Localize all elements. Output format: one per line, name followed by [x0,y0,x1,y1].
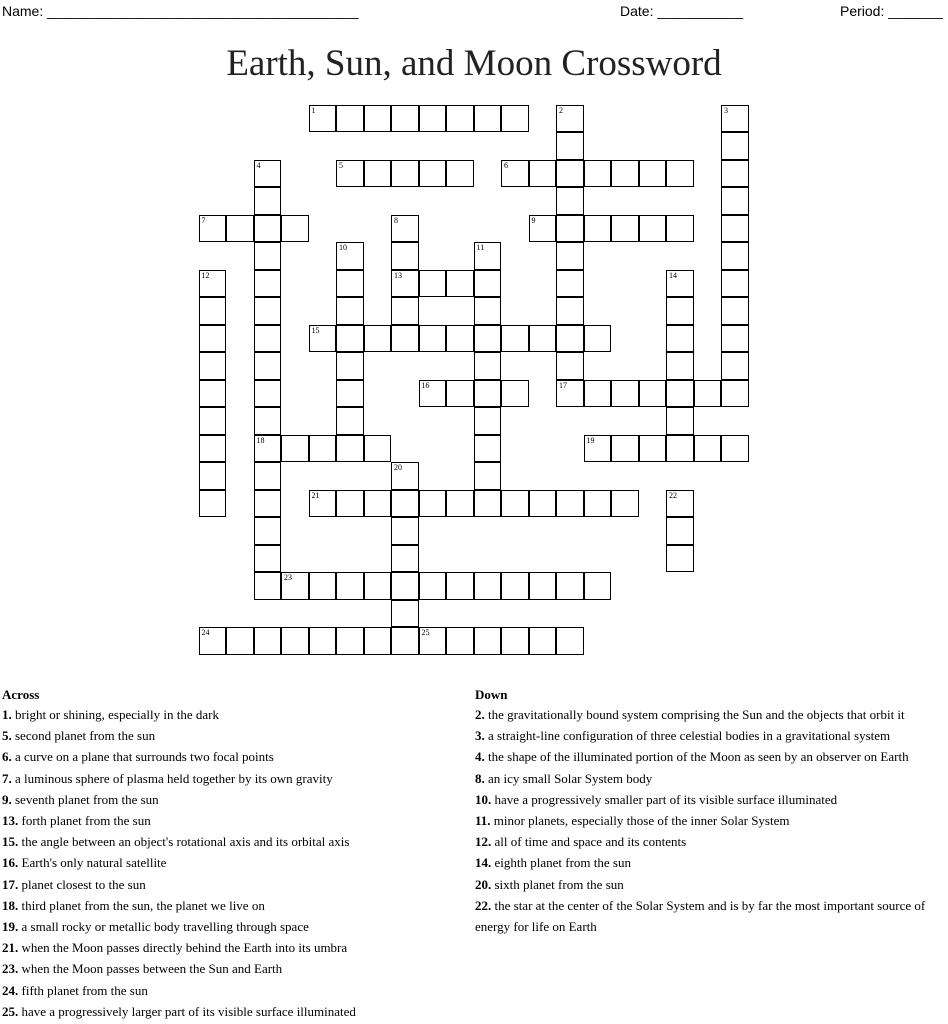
clue-number-label: 1 [311,105,316,115]
grid-cell[interactable] [446,270,474,298]
period-field[interactable]: Period: _______ [840,3,943,19]
grid-cell[interactable] [639,215,667,243]
grid-cell[interactable] [199,297,227,325]
grid-cell[interactable] [611,380,639,408]
grid-cell[interactable] [336,297,364,325]
grid-cell[interactable] [721,132,749,160]
clue-number-label: 11 [476,243,485,252]
down-clue-14: 14. eighth planet from the sun [475,855,631,871]
grid-cell[interactable] [666,325,694,353]
grid-cell[interactable] [474,297,502,325]
grid-cell[interactable] [474,627,502,655]
grid-cell[interactable] [556,325,584,353]
grid-cell[interactable] [336,435,364,463]
grid-cell[interactable] [199,270,227,298]
grid-cell[interactable] [446,105,474,133]
down-heading: Down [475,687,508,702]
grid-cell[interactable] [254,407,282,435]
grid-cell[interactable] [391,627,419,655]
grid-cell[interactable] [556,627,584,655]
grid-cell[interactable] [446,572,474,600]
down-clue-2: 2. the gravitationally bound system comprising the Sun and the objects that orbit it [475,707,905,722]
grid-cell[interactable] [721,380,749,408]
grid-cell[interactable] [666,160,694,188]
grid-cell[interactable] [474,490,502,518]
grid-cell[interactable] [584,490,612,518]
grid-cell[interactable] [501,325,529,353]
grid-cell[interactable] [199,490,227,518]
across-clue-7: 7. a luminous sphere of plasma held together by its own gravity [2,770,333,786]
grid-cell[interactable] [364,325,392,353]
clue-number-label: 25 [421,628,430,637]
grid-cell[interactable] [501,105,529,133]
down-clue-10: 10. have a progressively smaller part of its visible surface illuminated [475,791,838,807]
grid-cell[interactable] [666,297,694,325]
clue-number-label: 4 [256,160,261,170]
grid-cell[interactable] [364,160,392,188]
grid-cell[interactable] [474,407,502,435]
clue-number-label: 19 [586,435,595,445]
grid-cell[interactable] [364,105,392,133]
grid-cell[interactable] [336,627,364,655]
grid-cell[interactable] [666,380,694,408]
across-clue-15: 15. the angle between an object's rotational axis and its orbital axis [2,834,350,850]
grid-cell[interactable] [666,352,694,380]
grid-cell[interactable] [446,490,474,518]
grid-cell[interactable] [611,435,639,463]
grid-cell[interactable] [254,352,282,380]
down-clue-11: 11. minor planets, especially those of the inner Solar System [475,813,790,829]
grid-cell[interactable] [391,105,419,133]
clue-number-label: 9 [531,215,536,225]
grid-cell[interactable] [364,490,392,518]
grid-cell[interactable] [584,215,612,243]
grid-cell[interactable] [391,462,419,490]
grid-cell[interactable] [474,105,502,133]
grid-cell[interactable] [721,105,749,133]
clue-number-label: 24 [201,628,210,637]
grid-cell[interactable] [391,490,419,518]
grid-cell[interactable] [639,160,667,188]
grid-cell[interactable] [254,187,282,215]
grid-cell[interactable] [419,160,447,188]
across-clue-21: 21. when the Moon passes directly behind the Earth into its umbra [2,940,348,956]
grid-cell[interactable] [474,572,502,600]
grid-cell[interactable] [666,517,694,545]
grid-cell[interactable] [721,270,749,298]
grid-cell[interactable] [529,215,557,243]
down-clue-4: 4. the shape of the illuminated portion of the Moon as seen by an observer on Earth [475,749,909,765]
grid-cell[interactable] [474,352,502,380]
grid-cell[interactable] [721,215,749,243]
grid-cell[interactable] [199,352,227,380]
grid-cell[interactable] [611,160,639,188]
across-clue-19: 19. a small rocky or metallic body travelling through space [2,919,309,935]
grid-cell[interactable] [721,435,749,463]
grid-cell[interactable] [639,380,667,408]
grid-cell[interactable] [199,435,227,463]
grid-cell[interactable] [254,435,282,463]
grid-cell[interactable] [254,517,282,545]
grid-cell[interactable] [309,627,337,655]
grid-cell[interactable] [254,462,282,490]
grid-cell[interactable] [694,380,722,408]
clue-number-label: 3 [724,105,728,115]
grid-cell[interactable] [336,490,364,518]
grid-cell[interactable] [336,270,364,298]
clue-number-label: 17 [559,380,567,390]
grid-cell[interactable] [446,160,474,188]
grid-cell[interactable] [556,572,584,600]
across-clue-9: 9. seventh planet from the sun [2,791,159,807]
grid-cell[interactable] [556,297,584,325]
grid-cell[interactable] [281,215,309,243]
grid-cell[interactable] [501,490,529,518]
grid-cell[interactable] [501,160,529,188]
grid-cell[interactable] [474,435,502,463]
grid-cell[interactable] [199,627,227,655]
grid-cell[interactable] [446,325,474,353]
grid-cell[interactable] [556,490,584,518]
name-field[interactable]: Name: ________________________________________ [2,3,359,19]
grid-cell[interactable] [336,380,364,408]
grid-cell[interactable] [474,325,502,353]
grid-cell[interactable] [556,187,584,215]
grid-cell[interactable] [254,297,282,325]
grid-cell[interactable] [254,380,282,408]
clue-number-label: 5 [339,160,343,170]
grid-cell[interactable] [666,215,694,243]
grid-cell[interactable] [336,160,364,188]
grid-cell[interactable] [556,380,584,408]
across-clue-18: 18. third planet from the sun, the planet we live on [2,897,265,913]
grid-cell[interactable] [364,435,392,463]
grid-cell[interactable] [336,407,364,435]
grid-cell[interactable] [281,627,309,655]
grid-cell[interactable] [666,407,694,435]
grid-cell[interactable] [556,352,584,380]
grid-cell[interactable] [611,490,639,518]
across-clue-16: 16. Earth's only natural satellite [2,855,167,871]
grid-cell[interactable] [721,297,749,325]
grid-cell[interactable] [584,160,612,188]
clue-number-label: 7 [201,215,206,225]
grid-cell[interactable] [419,325,447,353]
grid-cell[interactable] [254,160,282,188]
clue-number-label: 20 [394,463,402,472]
grid-cell[interactable] [721,187,749,215]
grid-cell[interactable] [309,490,337,518]
grid-cell[interactable] [254,545,282,573]
grid-cell[interactable] [584,435,612,463]
grid-cell[interactable] [556,215,584,243]
grid-cell[interactable] [391,325,419,353]
grid-cell[interactable] [254,270,282,298]
down-clues [475,686,945,937]
grid-cell[interactable] [391,160,419,188]
grid-cell[interactable] [501,380,529,408]
grid-cell[interactable] [446,380,474,408]
grid-cell[interactable] [419,270,447,298]
grid-cell[interactable] [419,105,447,133]
grid-cell[interactable] [556,270,584,298]
grid-cell[interactable] [281,572,309,600]
down-clue-12: 12. all of time and space and its contents [475,834,687,850]
grid-cell[interactable] [529,325,557,353]
grid-cell[interactable] [391,270,419,298]
grid-cell[interactable] [474,380,502,408]
grid-cell[interactable] [281,435,309,463]
across-heading: Across [2,687,40,702]
grid-cell[interactable] [336,325,364,353]
grid-cell[interactable] [254,572,282,600]
grid-cell[interactable] [721,352,749,380]
grid-cell[interactable] [226,215,254,243]
grid-cell[interactable] [336,242,364,270]
grid-cell[interactable] [721,242,749,270]
grid-cell[interactable] [474,242,502,270]
clue-number-label: 16 [421,380,430,390]
grid-cell[interactable] [529,160,557,188]
grid-cell[interactable] [254,325,282,353]
grid-cell[interactable] [584,380,612,408]
grid-cell[interactable] [364,627,392,655]
grid-cell[interactable] [556,132,584,160]
grid-cell[interactable] [309,572,337,600]
across-clue-23: 23. when the Moon passes between the Sun and Earth [2,961,283,977]
across-clue-13: 13. forth planet from the sun [2,813,151,829]
clue-number-label: 10 [339,243,347,252]
grid-cell[interactable] [391,517,419,545]
grid-cell[interactable] [391,297,419,325]
clue-number-label: 18 [256,435,265,445]
grid-cell[interactable] [254,215,282,243]
grid-cell[interactable] [199,215,227,243]
grid-cell[interactable] [639,435,667,463]
grid-cell[interactable] [446,627,474,655]
date-field[interactable]: Date: ___________ [620,3,743,19]
grid-cell[interactable] [666,545,694,573]
grid-cell[interactable] [199,380,227,408]
grid-cell[interactable] [419,490,447,518]
grid-cell[interactable] [419,380,447,408]
grid-cell[interactable] [199,462,227,490]
grid-cell[interactable] [391,572,419,600]
grid-cell[interactable] [309,325,337,353]
grid-cell[interactable] [666,435,694,463]
grid-cell[interactable] [584,572,612,600]
grid-cell[interactable] [199,407,227,435]
down-clue-20: 20. sixth planet from the sun [475,876,624,892]
grid-cell[interactable] [254,627,282,655]
grid-cell[interactable] [336,105,364,133]
grid-cell[interactable] [309,435,337,463]
across-clues [2,686,457,1022]
grid-cell[interactable] [584,325,612,353]
down-clue-3: 3. a straight-line configuration of three celestial bodies in a gravitational system [475,728,891,744]
grid-cell[interactable] [364,572,392,600]
grid-cell[interactable] [226,627,254,655]
grid-cell[interactable] [666,270,694,298]
down-clue-22: 22. the star at the center of the Solar System and is by far the most important source of energy for life on Earth [475,897,926,935]
grid-cell[interactable] [254,242,282,270]
clue-number-label: 2 [559,105,563,115]
grid-cell[interactable] [501,572,529,600]
grid-cell[interactable] [419,572,447,600]
grid-cell[interactable] [309,105,337,133]
grid-cell[interactable] [529,572,557,600]
grid-cell[interactable] [474,270,502,298]
grid-cell[interactable] [474,462,502,490]
grid-cell[interactable] [391,215,419,243]
grid-cell[interactable] [501,627,529,655]
clue-number-label: 6 [504,160,508,170]
grid-cell[interactable] [391,545,419,573]
grid-cell[interactable] [391,242,419,270]
across-clue-5: 5. second planet from the sun [2,728,156,744]
clue-number-label: 23 [284,573,292,582]
grid-cell[interactable] [419,627,447,655]
grid-cell[interactable] [721,160,749,188]
across-clue-6: 6. a curve on a plane that surrounds two focal points [2,749,274,765]
grid-cell[interactable] [529,490,557,518]
clue-number-label: 12 [201,270,210,280]
clue-number-label: 21 [311,490,320,500]
across-clue-1: 1. bright or shining, especially in the dark [2,707,219,722]
down-clue-8: 8. an icy small Solar System body [475,770,653,786]
grid-cell[interactable] [391,600,419,628]
grid-cell[interactable] [199,325,227,353]
grid-cell[interactable] [721,325,749,353]
grid-cell[interactable] [556,160,584,188]
clue-number-label: 15 [311,325,320,335]
clue-number-label: 8 [394,215,398,225]
across-clue-24: 24. fifth planet from the sun [2,982,148,998]
grid-cell[interactable] [694,435,722,463]
clue-number-label: 14 [669,270,677,280]
page-title: Earth, Sun, and Moon Crossword [226,43,722,84]
across-clue-17: 17. planet closest to the sun [2,876,146,892]
grid-cell[interactable] [556,242,584,270]
grid-cell[interactable] [254,490,282,518]
clue-number-label: 13 [394,270,402,280]
grid-cell[interactable] [556,105,584,133]
grid-cell[interactable] [666,490,694,518]
clue-number-label: 22 [669,490,677,500]
grid-cell[interactable] [529,627,557,655]
grid-cell[interactable] [336,572,364,600]
grid-cell[interactable] [336,352,364,380]
across-clue-25: 25. have a progressively larger part of its visible surface illuminated [2,1003,356,1019]
grid-cell[interactable] [611,215,639,243]
